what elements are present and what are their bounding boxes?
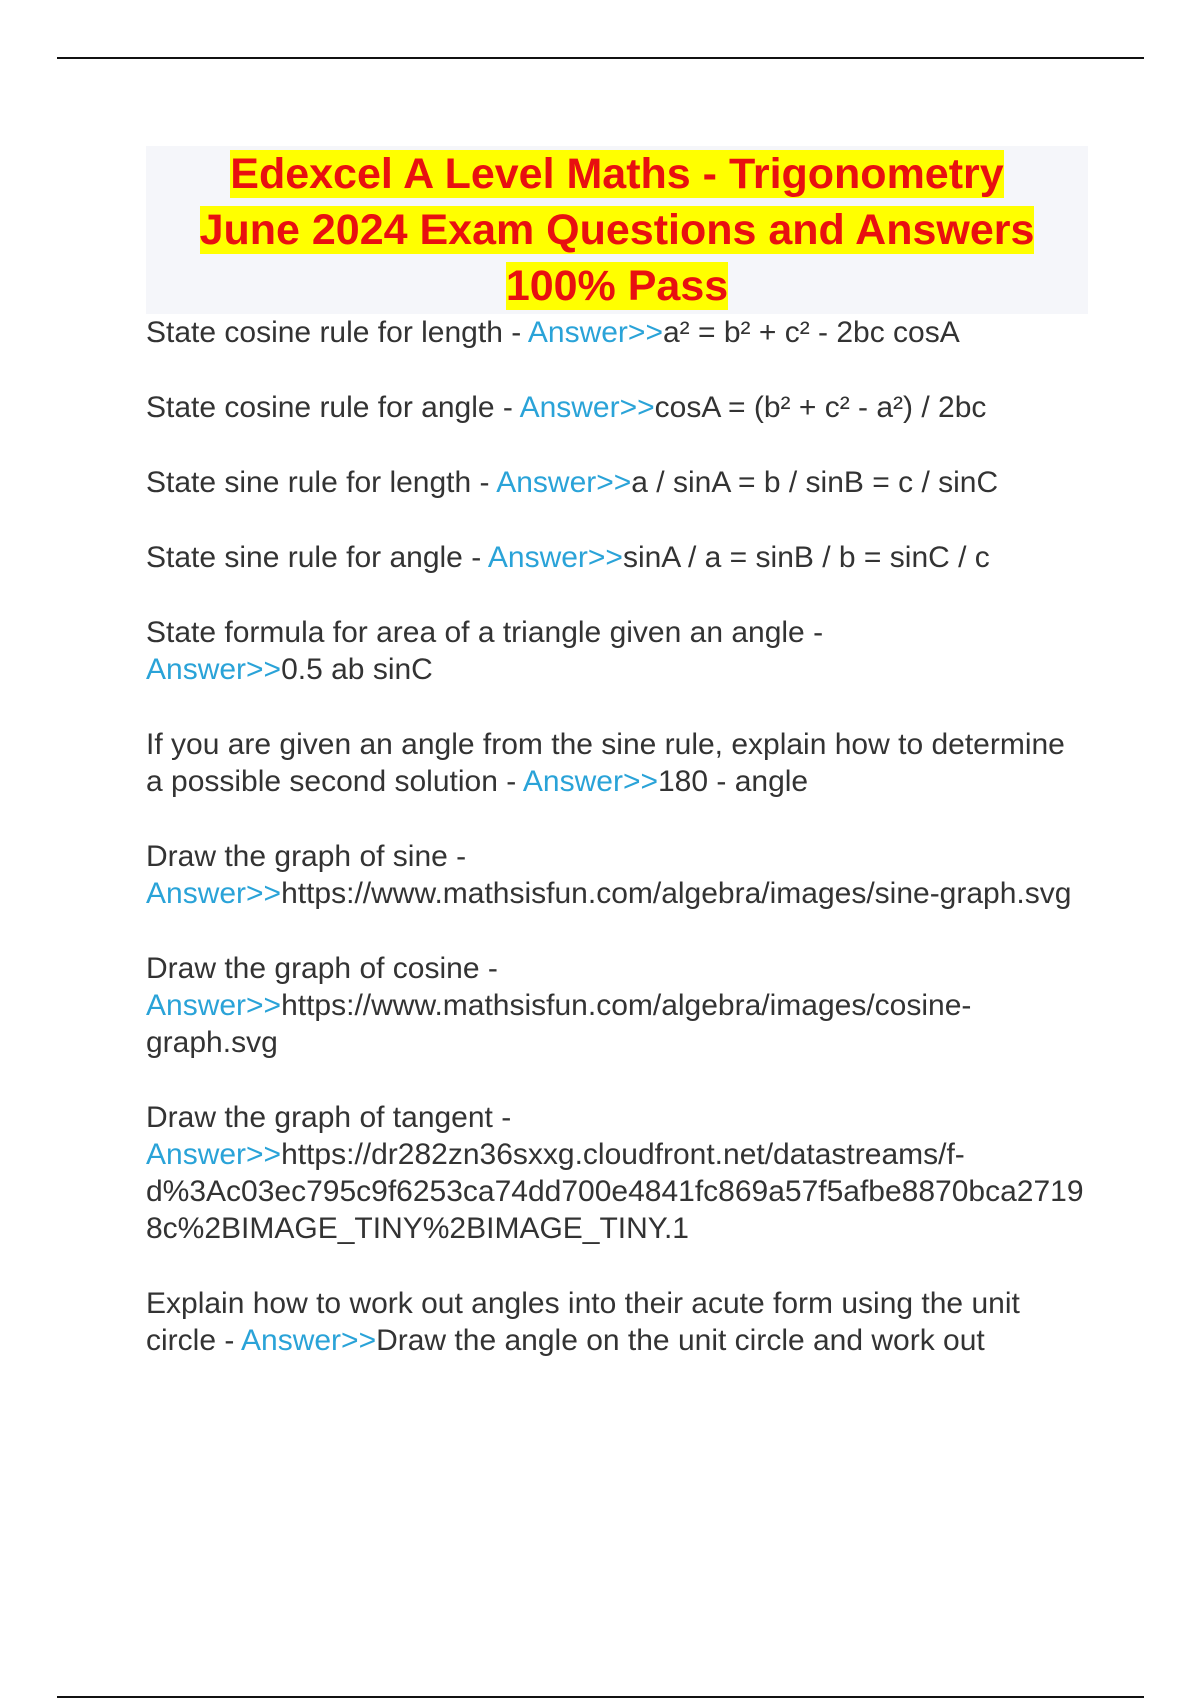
qa-item — [146, 614, 1088, 688]
answer-text: 180 - angle — [657, 765, 809, 798]
answer-text: a / sinA = b / sinB = c / sinC — [631, 466, 999, 499]
question-text: State formula for area of a triangle given an angle - — [146, 616, 824, 649]
qa-item — [146, 389, 1088, 426]
bottom-rule — [57, 1696, 1144, 1698]
qa-item — [146, 950, 1088, 1061]
title-line-2: June 2024 Exam Questions and Answers — [199, 206, 1035, 254]
qa-item — [146, 464, 1088, 501]
answer-label: Answer>> — [527, 316, 663, 349]
document-body — [146, 146, 1088, 1397]
answer-label: Answer>> — [146, 989, 282, 1022]
answer-text: sinA / a = sinB / b = sinC / c — [622, 541, 990, 574]
answer-text: a² = b² + c² - 2bc cosA — [662, 316, 960, 349]
qa-item — [146, 539, 1088, 576]
question-text: State cosine rule for angle - — [146, 391, 520, 424]
question-text: Explain how to work out angles into their acute form using the unit circle - — [146, 1287, 1020, 1357]
qa-item — [146, 314, 1088, 351]
answer-text: https://www.mathsisfun.com/algebra/images/sine-graph.svg — [281, 877, 1072, 910]
answer-text: https://dr282zn36sxxg.cloudfront.net/datastreams/f-d%3Ac03ec795c9f6253ca74dd700e4841fc869a57f5afbe8870bca27198c%2BIMAGE_TINY%2BIMAGE_TINY.1 — [146, 1138, 1084, 1245]
qa-item — [146, 838, 1088, 912]
question-text: Draw the graph of cosine - — [146, 952, 498, 985]
qa-list — [146, 314, 1088, 1359]
answer-label: Answer>> — [146, 653, 282, 686]
answer-label: Answer>> — [522, 765, 658, 798]
qa-item — [146, 1099, 1088, 1247]
question-text: Draw the graph of tangent - — [146, 1101, 512, 1134]
question-text: State sine rule for length - — [146, 466, 497, 499]
answer-text: 0.5 ab sinC — [281, 653, 433, 686]
document-title — [146, 146, 1088, 314]
answer-text: Draw the angle on the unit circle and work out — [376, 1324, 985, 1357]
answer-label: Answer>> — [496, 466, 632, 499]
answer-label: Answer>> — [487, 541, 623, 574]
question-text: State cosine rule for length - — [146, 316, 528, 349]
answer-text: cosA = (b² + c² - a²) / 2bc — [654, 391, 987, 424]
title-line-3: 100% Pass — [505, 262, 729, 310]
question-text: State sine rule for angle - — [146, 541, 488, 574]
top-rule — [57, 57, 1144, 59]
qa-item — [146, 1285, 1088, 1359]
qa-item — [146, 726, 1088, 800]
answer-label: Answer>> — [241, 1324, 377, 1357]
answer-label: Answer>> — [146, 877, 282, 910]
answer-label: Answer>> — [519, 391, 655, 424]
answer-label: Answer>> — [146, 1138, 282, 1171]
question-text: Draw the graph of sine - — [146, 840, 467, 873]
answer-text: https://www.mathsisfun.com/algebra/images/cosine-graph.svg — [146, 989, 972, 1059]
title-line-1: Edexcel A Level Maths - Trigonometry — [230, 150, 1004, 198]
question-text: If you are given an angle from the sine rule, explain how to determine a possible second solution - — [146, 728, 1065, 798]
